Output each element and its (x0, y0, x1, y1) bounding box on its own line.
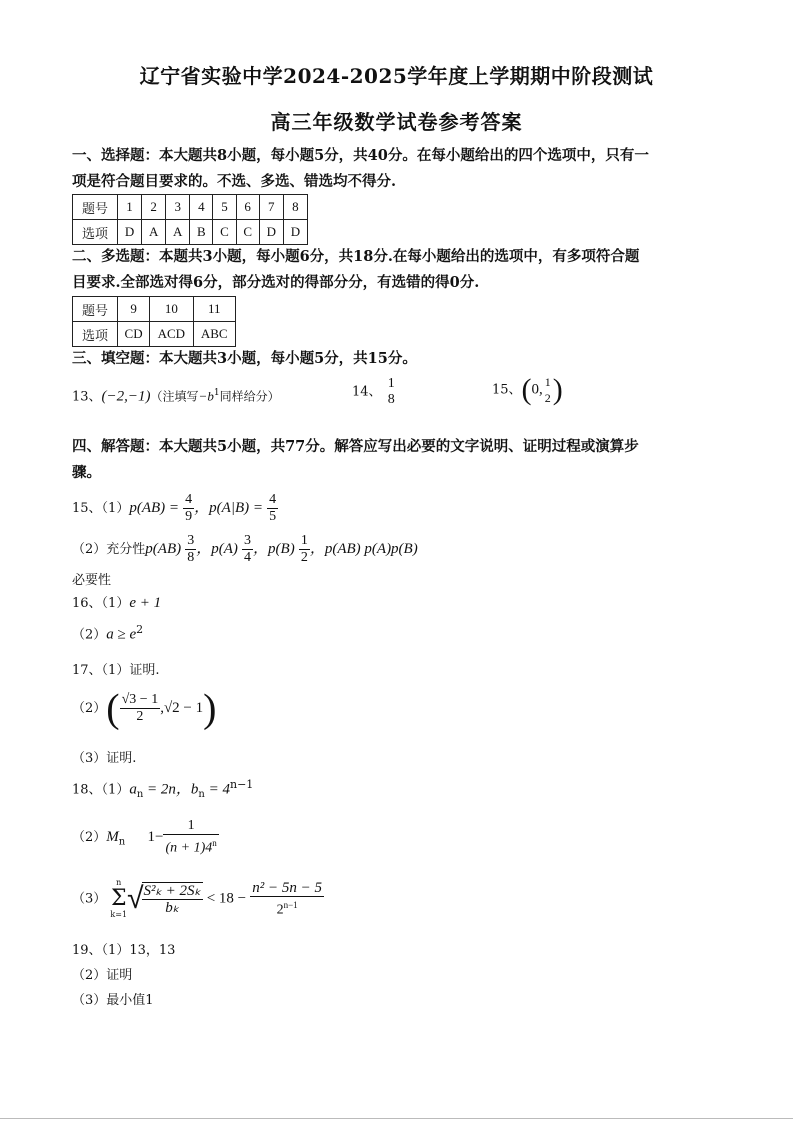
table-cell: CD (118, 322, 150, 347)
exponent: n (212, 838, 217, 848)
exponent: n−1 (283, 899, 298, 910)
denominator (163, 835, 218, 857)
table-cell: 1 (118, 195, 142, 220)
denominator: 2 (136, 709, 144, 724)
section4-heading-line2: 骤。 (72, 464, 101, 481)
question-label: （2） (72, 829, 107, 845)
question-label: 15、（1） (72, 501, 130, 516)
denominator: 8 (387, 392, 395, 407)
math-expr: ，p(A|B) = (194, 500, 263, 516)
fraction (250, 880, 324, 919)
numerator: 4 (185, 492, 193, 507)
answer-17-part1: 17、（1）证明. (72, 663, 160, 678)
numerator: 1 (163, 818, 218, 835)
paren-right: ) (203, 685, 217, 731)
answer-16-part1 (72, 594, 161, 613)
table-cell: 6 (236, 195, 259, 220)
fill-answer-13 (72, 384, 280, 406)
table-cell: 8 (283, 195, 307, 220)
question-label: （2） (72, 627, 107, 643)
table-cell: D (259, 220, 283, 245)
answer-17-part2 (72, 685, 217, 731)
math-expr: e + 1 (129, 595, 162, 611)
table-cell: 2 (142, 195, 166, 220)
numerator: 3 (187, 533, 195, 548)
math-expr: = 2n， (143, 781, 191, 798)
question-label: （3） (72, 891, 107, 907)
table-cell: 选项 (73, 220, 118, 245)
answer-18-part3 (72, 878, 324, 920)
sum-upper: n (116, 878, 122, 887)
table-cell: 3 (166, 195, 190, 220)
paren-left: ( (106, 685, 120, 731)
math-expr: M (106, 828, 119, 845)
note-math: −b (198, 388, 214, 404)
fraction (120, 692, 161, 725)
math-expr: p(AB) (145, 541, 182, 557)
fraction (142, 882, 203, 916)
denominator: 2 (300, 550, 308, 565)
paren-left: ( (521, 373, 532, 406)
answer-19-part2: （2）证明 (72, 968, 133, 983)
section1-answer-table (72, 194, 308, 245)
answer-17-part3: （3）证明. (72, 751, 137, 766)
section1-heading (72, 143, 732, 195)
section2-heading (72, 244, 732, 296)
denominator (250, 897, 324, 919)
numerator: 1 (300, 533, 308, 548)
question-label: （2）充分性 (72, 542, 146, 557)
section2-answer-table (72, 296, 236, 347)
exponent: 2 (136, 623, 144, 636)
math-expr: ，p(A) (196, 541, 238, 557)
answer-15-part2 (72, 533, 418, 566)
denominator: 9 (185, 509, 193, 524)
section4-heading (72, 434, 732, 486)
table-row (73, 322, 236, 347)
necessity-label: 必要性 (72, 573, 112, 588)
table-cell: B (190, 220, 213, 245)
table-cell: 10 (150, 297, 193, 322)
note-sup: 1 (213, 388, 220, 398)
answer-16-part2 (72, 621, 143, 644)
table-cell: 5 (213, 195, 236, 220)
answer-15-part1 (72, 492, 278, 525)
sum-lower: k=1 (110, 910, 128, 919)
denominator: bₖ (165, 900, 180, 916)
fraction (299, 533, 310, 566)
table-cell: 4 (190, 195, 213, 220)
denominator-base: 2 (276, 902, 284, 918)
section4-heading-line1: 四、解答题：本大题共5小题，共77分。解答应写出必要的文字说明、证明过程或演算步 (72, 438, 639, 455)
question-label: 14、 (352, 384, 382, 400)
page-subtitle: 高三年级数学试卷参考答案 (270, 110, 523, 134)
math-expr: b (190, 781, 199, 798)
fill-answer-14 (352, 376, 397, 408)
answer-18-part1 (72, 776, 253, 804)
numerator: n² − 5n − 5 (252, 879, 322, 896)
interval-left: 0, (531, 381, 543, 398)
radical-sign: √ (127, 881, 144, 916)
table-cell: ACD (150, 322, 193, 347)
table-cell: 选项 (73, 322, 118, 347)
subscript: n (118, 836, 126, 848)
table-cell: 题号 (73, 297, 118, 322)
section1-heading-line2: 项是符合题目要求的。不选、多选、错选均不得分. (72, 173, 397, 190)
table-cell: C (213, 220, 236, 245)
table-cell: D (283, 220, 307, 245)
math-expr: ，p(AB) p(A)p(B) (309, 541, 418, 557)
fraction (386, 376, 397, 408)
section3-heading: 三、填空题：本大题共3小题，每小题5分，共15分。 (72, 350, 417, 367)
table-cell: A (142, 220, 166, 245)
denominator-expr: (n + 1)4 (165, 840, 213, 856)
table-cell: ABC (193, 322, 236, 347)
table-cell: C (236, 220, 259, 245)
numerator: 4 (269, 492, 277, 507)
numerator: 1 (544, 375, 551, 389)
table-cell: D (118, 220, 142, 245)
numerator: √3 − 1 (121, 692, 159, 707)
page-bottom-divider (0, 1118, 793, 1119)
math-expr: a (129, 781, 137, 798)
table-cell: A (166, 220, 190, 245)
question-label: （2） (72, 701, 107, 716)
fraction (163, 818, 218, 857)
math-expr: = 4 (204, 781, 230, 798)
numerator: S²ₖ + 2Sₖ (143, 883, 201, 899)
denominator: 2 (544, 391, 551, 405)
question-label: 18、（1） (72, 782, 130, 798)
paren-right: ) (552, 373, 563, 406)
denominator: 5 (269, 509, 277, 524)
fill-answer-15 (492, 374, 563, 406)
note-text: （注填写 (150, 389, 199, 404)
denominator: 8 (187, 550, 195, 565)
table-cell: 7 (259, 195, 283, 220)
fraction (267, 492, 278, 525)
math-expr: a ≥ e (106, 626, 137, 643)
page-title: 辽宁省实验中学2024-2025学年度上学期期中阶段测试 (139, 64, 654, 88)
note-text-end: 同样给分） (219, 389, 280, 404)
answer-13: (−2,−1) (101, 388, 151, 405)
section2-heading-line1: 二、多选题：本题共3小题，每小题6分，共18分.在每小题给出的选项中，有多项符合题 (72, 248, 640, 265)
numerator: 3 (244, 533, 252, 548)
answer-18-part2 (72, 818, 219, 857)
section2-heading-line2: 目要求.全部选对得6分，部分选对的得部分分，有选错的得0分. (72, 274, 480, 291)
subscript: n (198, 788, 205, 800)
math-expr: p(AB) = (129, 500, 180, 516)
question-label: 16、（1） (72, 596, 130, 611)
exponent: n−1 (229, 778, 254, 791)
table-row (73, 297, 236, 322)
math-expr: ,√2 − 1 (160, 700, 204, 716)
math-expr: ，p(B) (253, 541, 295, 557)
table-cell: 11 (193, 297, 236, 322)
math-expr: 1− (147, 828, 164, 845)
section1-heading-line1: 一、选择题：本大题共8小题，每小题5分，共40分。在每小题给出的四个选项中，只有一 (72, 147, 649, 164)
sigma: Σ (110, 886, 127, 911)
math-expr: < 18 − (202, 890, 247, 907)
summation (110, 878, 127, 920)
table-cell: 题号 (73, 195, 118, 220)
denominator: 4 (244, 550, 252, 565)
question-label: 13、 (72, 389, 102, 405)
fraction (183, 492, 194, 525)
answer-19-part3: （3）最小值1 (72, 993, 154, 1008)
table-row (73, 220, 308, 245)
table-cell: 9 (118, 297, 150, 322)
answer-19-part1: 19、（1）13，13 (72, 943, 176, 958)
fraction (185, 533, 196, 566)
numerator: 1 (387, 376, 395, 391)
subscript: n (136, 788, 144, 800)
fraction (242, 533, 253, 566)
fraction (543, 374, 553, 406)
table-row (73, 195, 308, 220)
question-label: 15、 (492, 382, 522, 398)
